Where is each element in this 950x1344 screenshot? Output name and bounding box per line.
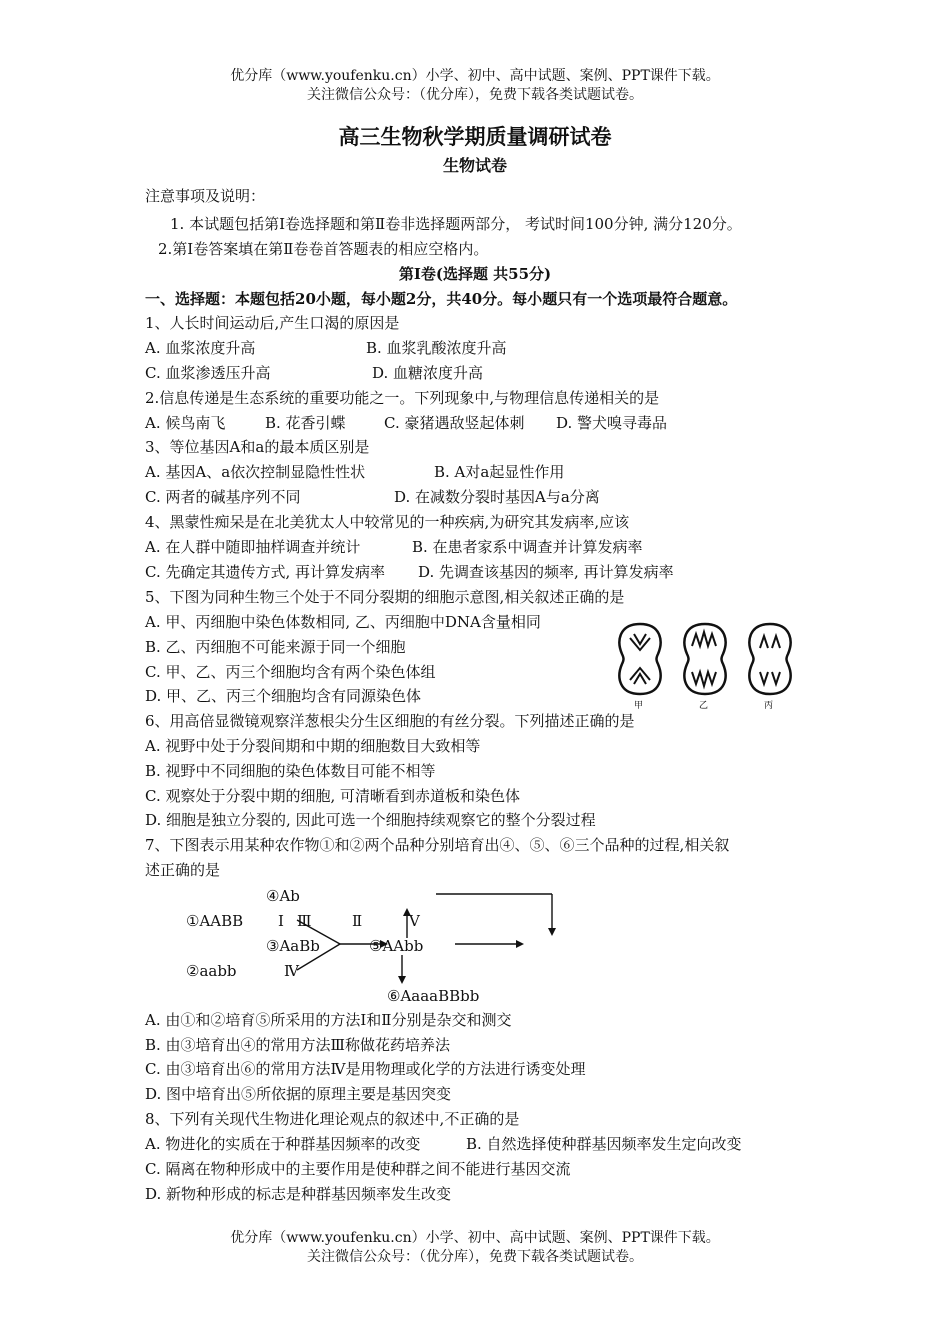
q6-option-b: B. 视野中不同细胞的染色体数目可能不相等 (145, 762, 436, 780)
section-instruction: 一、选择题：本题包括20小题，每小题2分，共40分。每小题只有一个选项最符合题意。 (145, 290, 738, 308)
q6-option-c: C. 观察处于分裂中期的细胞, 可清晰看到赤道板和染色体 (145, 787, 521, 805)
footer-line-1: 优分库（www.youfenku.cn）小学、初中、高中试题、案例、PPT课件下载。 (230, 1230, 720, 1246)
q3-option-b: B. A对a起显性作用 (434, 463, 565, 481)
node-6: ⑥AaaaBBbb (387, 987, 480, 1005)
q8-option-b: B. 自然选择使种群基因频率发生定向改变 (466, 1135, 742, 1153)
q3-option-d: D. 在减数分裂时基因A与a分离 (394, 488, 600, 506)
cell-jia (619, 624, 660, 694)
q7-stem-line-2: 述正确的是 (145, 861, 221, 879)
q5-stem: 5、下图为同种生物三个处于不同分裂期的细胞示意图,相关叙述正确的是 (145, 588, 625, 606)
q7-stem-line-1: 7、下图表示用某种农作物①和②两个品种分别培育出④、⑤、⑥三个品种的过程,相关叙 (145, 836, 730, 854)
q6-stem: 6、用高倍显微镜观察洋葱根尖分生区细胞的有丝分裂。下列描述正确的是 (145, 712, 635, 730)
node-4: ④Ab (266, 887, 300, 905)
cell-bing (749, 624, 790, 694)
label-bing: 丙 (764, 701, 774, 710)
q8-stem: 8、下列有关现代生物进化理论观点的叙述中,不正确的是 (145, 1110, 520, 1128)
q1-option-a: A. 血浆浓度升高 (145, 339, 256, 357)
q1-stem: 1、人长时间运动后,产生口渴的原因是 (145, 314, 400, 332)
header-line-1: 优分库（www.youfenku.cn）小学、初中、高中试题、案例、PPT课件下载。 (230, 68, 720, 84)
notes-item-2: 2.第Ⅰ卷答案填在第Ⅱ卷卷首答题表的相应空格内。 (158, 240, 489, 258)
q8-option-c: C. 隔离在物种形成中的主要作用是使种群之间不能进行基因交流 (145, 1160, 571, 1178)
q5-option-a: A. 甲、丙细胞中染色体数相同, 乙、丙细胞中DNA含量相同 (145, 613, 541, 631)
q5-option-c: C. 甲、乙、丙三个细胞均含有两个染色体组 (145, 663, 436, 681)
notes-item-1: 1. 本试题包括第Ⅰ卷选择题和第Ⅱ卷非选择题两部分， 考试时间100分钟, 满分120分。 (170, 215, 742, 233)
q2-option-a: A. 候鸟南飞 (145, 414, 226, 432)
q2-option-b: B. 花香引蝶 (265, 414, 346, 432)
header-line-2: 关注微信公众号：（优分库），免费下载各类试题试卷。 (307, 87, 643, 103)
node-1: ①AABB (186, 912, 244, 930)
route-4: Ⅳ (284, 962, 299, 980)
q2-option-d: D. 警犬嗅寻毒品 (556, 414, 668, 432)
label-jia: 甲 (634, 701, 644, 710)
q1-option-d: D. 血糖浓度升高 (372, 364, 484, 382)
route-3: Ⅲ (297, 912, 312, 930)
q1-option-c: C. 血浆渗透压升高 (145, 364, 271, 382)
q6-option-d: D. 细胞是独立分裂的, 因此可选一个细胞持续观察它的整个分裂过程 (145, 811, 596, 829)
breeding-diagram (0, 880, 950, 1010)
q4-stem: 4、黑蒙性痴呆是在北美犹太人中较常见的一种疾病,为研究其发病率,应该 (145, 513, 630, 531)
q3-stem: 3、等位基因A和a的最本质区别是 (145, 438, 370, 456)
q4-option-b: B. 在患者家系中调查并计算发病率 (412, 538, 643, 556)
q4-option-d: D. 先调查该基因的频率, 再计算发病率 (418, 563, 674, 581)
q8-option-d: D. 新物种形成的标志是种群基因频率发生改变 (145, 1185, 452, 1203)
q7-option-d: D. 图中培育出⑤所依据的原理主要是基因突变 (145, 1085, 452, 1103)
q8-option-a: A. 物进化的实质在于种群基因频率的改变 (145, 1135, 421, 1153)
route-1: Ⅰ (278, 912, 284, 930)
q3-option-c: C. 两者的碱基序列不同 (145, 488, 301, 506)
cell-division-figure (610, 618, 800, 710)
label-yi: 乙 (699, 701, 709, 710)
section-title: 第Ⅰ卷(选择题 共55分) (398, 265, 552, 283)
q6-option-a: A. 视野中处于分裂间期和中期的细胞数目大致相等 (145, 737, 481, 755)
footer-line-2: 关注微信公众号：（优分库），免费下载各类试题试卷。 (307, 1249, 643, 1265)
q4-option-a: A. 在人群中随即抽样调查并统计 (145, 538, 361, 556)
q5-option-b: B. 乙、丙细胞不可能来源于同一个细胞 (145, 638, 406, 656)
cell-yi (684, 624, 725, 694)
q7-option-a: A. 由①和②培育⑤所采用的方法Ⅰ和Ⅱ分别是杂交和测交 (145, 1011, 512, 1029)
route-2: Ⅱ (352, 912, 363, 930)
node-5: ⑤AAbb (369, 937, 424, 955)
node-3: ③AaBb (266, 937, 320, 955)
node-2: ②aabb (186, 962, 237, 980)
route-5: Ⅴ (409, 912, 420, 930)
notes-heading: 注意事项及说明： (145, 187, 266, 205)
page-subtitle: 生物试卷 (442, 156, 507, 175)
q1-option-b: B. 血浆乳酸浓度升高 (366, 339, 507, 357)
q7-option-c: C. 由③培育出⑥的常用方法Ⅳ是用物理或化学的方法进行诱变处理 (145, 1060, 586, 1078)
page-title: 高三生物秋学期质量调研试卷 (338, 124, 612, 149)
q7-option-b: B. 由③培育出④的常用方法Ⅲ称做花药培养法 (145, 1036, 451, 1054)
q3-option-a: A. 基因A、a依次控制显隐性性状 (145, 463, 366, 481)
q4-option-c: C. 先确定其遗传方式, 再计算发病率 (145, 563, 386, 581)
q2-option-c: C. 豪猪遇敌竖起体刺 (384, 414, 525, 432)
q2-stem: 2.信息传递是生态系统的重要功能之一。下列现象中,与物理信息传递相关的是 (145, 389, 660, 407)
q5-option-d: D. 甲、乙、丙三个细胞均含有同源染色体 (145, 687, 422, 705)
